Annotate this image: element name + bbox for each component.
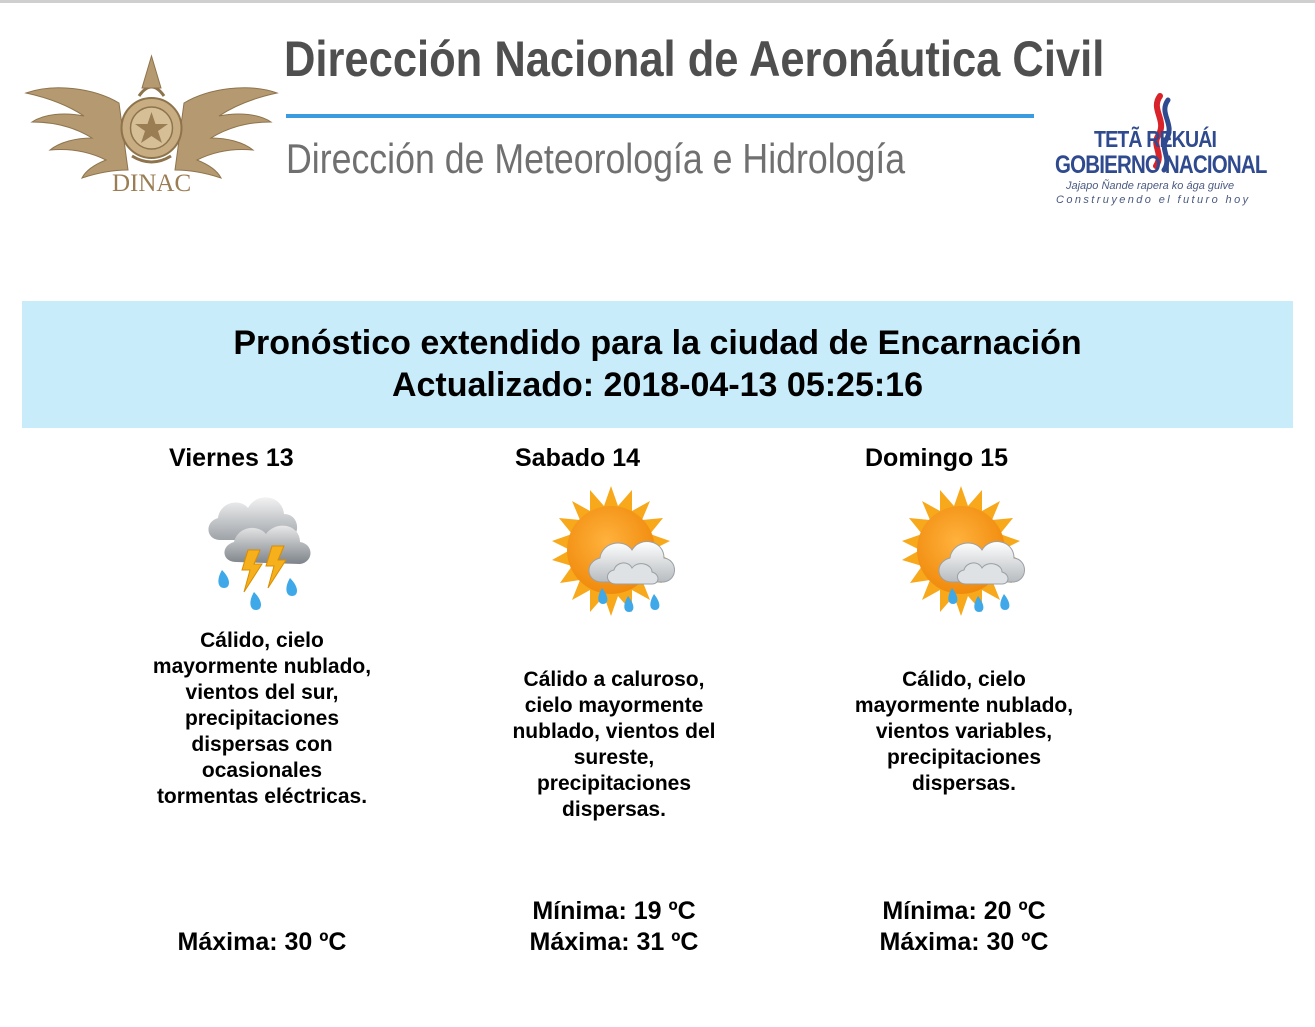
- gov-logo-line2: GOBIERNO NACIONAL: [1055, 151, 1267, 179]
- thunderstorm-rain-icon: [196, 484, 336, 624]
- title-divider: [286, 114, 1034, 118]
- forecast-banner: [22, 301, 1293, 428]
- gov-logo-line4: Construyendo el futuro hoy: [1056, 194, 1251, 206]
- max-temperature: Máxima: 30 ºC: [177, 928, 347, 956]
- org-subtitle: Dirección de Meteorología e Hidrología: [286, 135, 906, 182]
- day-description: Cálido, cielo mayormente nublado, vientos del sur, precipitaciones dispersas con ocasionales tormentas eléctricas.: [152, 629, 372, 808]
- day-description: Cálido a caluroso, cielo mayormente nublado, vientos del sureste, precipitaciones dispersas.: [512, 668, 716, 821]
- day-name: Sabado 14: [515, 444, 641, 472]
- day-description: Cálido, cielo mayormente nublado, vientos variables, precipitaciones dispersas.: [854, 668, 1074, 795]
- dinac-logo-caption: DINAC: [112, 170, 192, 197]
- gov-logo-line1: TETÃ REKUÁI: [1094, 126, 1217, 152]
- org-title: Dirección Nacional de Aeronáutica Civil: [284, 31, 1105, 87]
- forecast-title: Pronóstico extendido para la ciudad de Encarnación: [233, 324, 1082, 362]
- max-temperature: Máxima: 30 ºC: [879, 928, 1049, 956]
- day-name: Domingo 15: [865, 444, 1009, 472]
- sun-cloud-rain-icon: [546, 484, 686, 624]
- top-border: [0, 0, 1315, 3]
- day-name: Viernes 13: [169, 444, 294, 472]
- gov-logo-line3: Jajapo Ñande rapera ko ága guive: [1066, 180, 1235, 192]
- sun-cloud-rain-icon: [896, 484, 1036, 624]
- forecast-updated: Actualizado: 2018-04-13 05:25:16: [391, 366, 924, 404]
- min-temperature: Mínima: 20 ºC: [882, 897, 1046, 925]
- min-temperature: Mínima: 19 ºC: [532, 897, 696, 925]
- max-temperature: Máxima: 31 ºC: [529, 928, 699, 956]
